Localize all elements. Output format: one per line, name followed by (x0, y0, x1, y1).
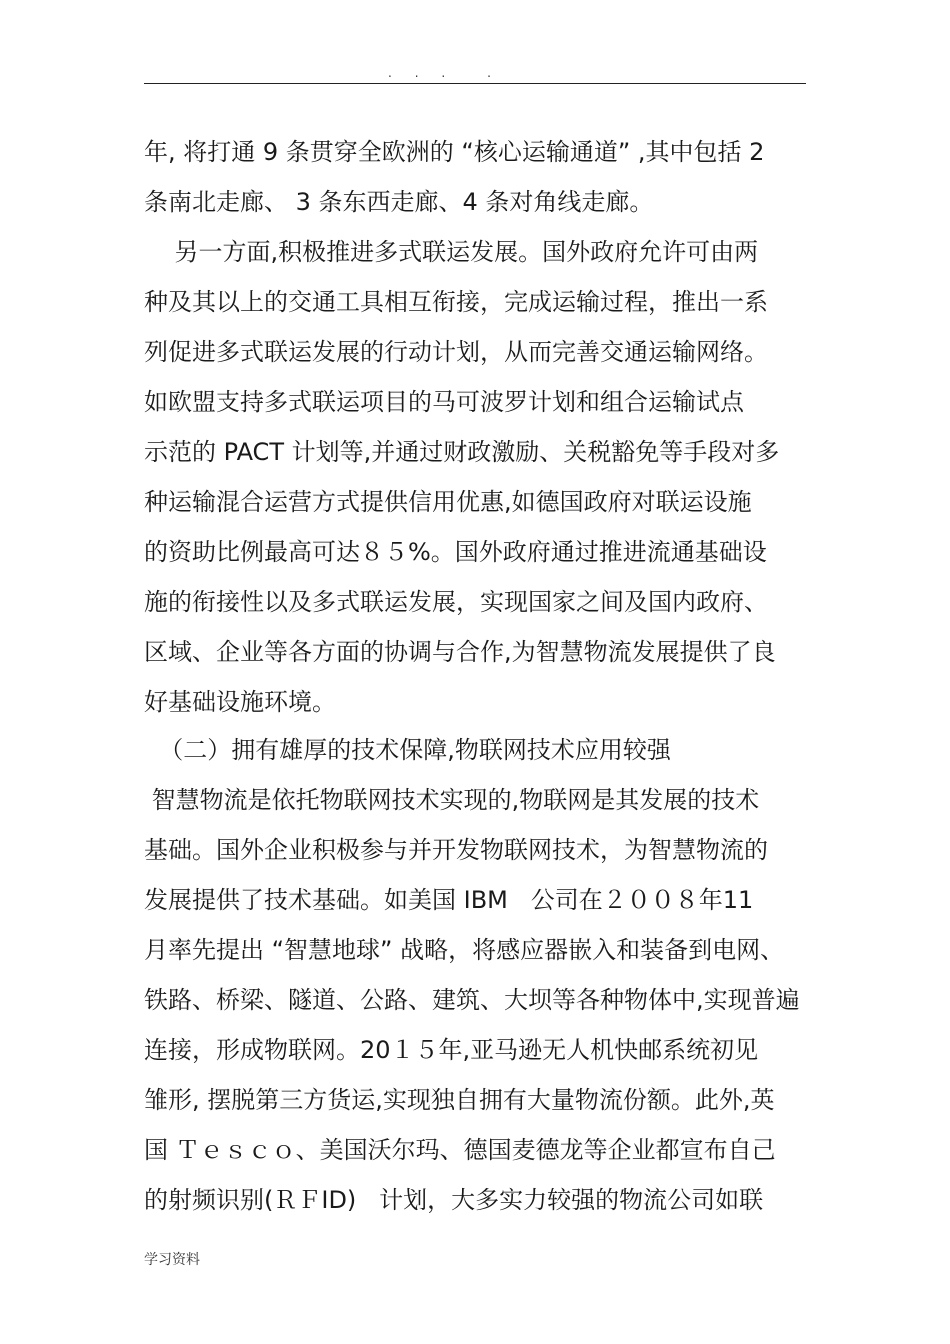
body-line: 区域、企业等各方面的协调与合作,为智慧物流发展提供了良 (144, 638, 776, 666)
section-heading: （二）拥有雄厚的技术保障,物联网技术应用较强 (144, 736, 671, 764)
body-line: 雏形, 摆脱第三方货运,实现独自拥有大量物流份额。此外,英 (144, 1086, 775, 1114)
body-line: 施的衔接性以及多式联运发展，实现国家之间及国内政府、 (144, 588, 768, 616)
body-line: 种运输混合运营方式提供信用优惠,如德国政府对联运设施 (144, 488, 752, 516)
body-line: 种及其以上的交通工具相互衔接，完成运输过程，推出一系 (144, 288, 768, 316)
body-line: 智慧物流是依托物联网技术实现的,物联网是其发展的技术 (144, 786, 760, 814)
body-line: 年, 将打通 9 条贯穿全欧洲的 “核心运输通道” ,其中包括 2 (144, 138, 765, 166)
body-line: 列促进多式联运发展的行动计划，从而完善交通运输网络。 (144, 338, 768, 366)
body-line: 好基础设施环境。 (144, 688, 336, 716)
body-line: 的射频识别(ＲＦID) 计划，大多实力较强的物流公司如联 (144, 1186, 764, 1214)
body-line: 的资助比例最高可达８５%。国外政府通过推进流通基础设 (144, 538, 767, 566)
page-header-dots: . . . . (388, 66, 491, 80)
body-line: 铁路、桥梁、隧道、公路、建筑、大坝等各种物体中,实现普遍 (144, 986, 800, 1014)
body-line: 连接，形成物联网。20１５年,亚马逊无人机快邮系统初见 (144, 1036, 759, 1064)
body-line: 条南北走廊、 3 条东西走廊、4 条对角线走廊。 (144, 188, 654, 216)
body-line: 国 Ｔｅｓｃｏ、美国沃尔玛、德国麦德龙等企业都宣布自己 (144, 1136, 776, 1164)
body-line: 基础。国外企业积极参与并开发物联网技术，为智慧物流的 (144, 836, 768, 864)
body-line: 如欧盟支持多式联运项目的马可波罗计划和组合运输试点 (144, 388, 744, 416)
body-line: 另一方面,积极推进多式联运发展。国外政府允许可由两 (144, 238, 759, 266)
body-line: 示范的 PACT 计划等,并通过财政激励、关税豁免等手段对多 (144, 438, 780, 466)
body-line: 发展提供了技术基础。如美国 IBM 公司在２００８年11 (144, 886, 754, 914)
header-divider (144, 83, 806, 84)
footer-note: 学习资料 (144, 1252, 200, 1268)
body-line: 月率先提出 “智慧地球” 战略，将感应器嵌入和装备到电网、 (144, 936, 785, 964)
